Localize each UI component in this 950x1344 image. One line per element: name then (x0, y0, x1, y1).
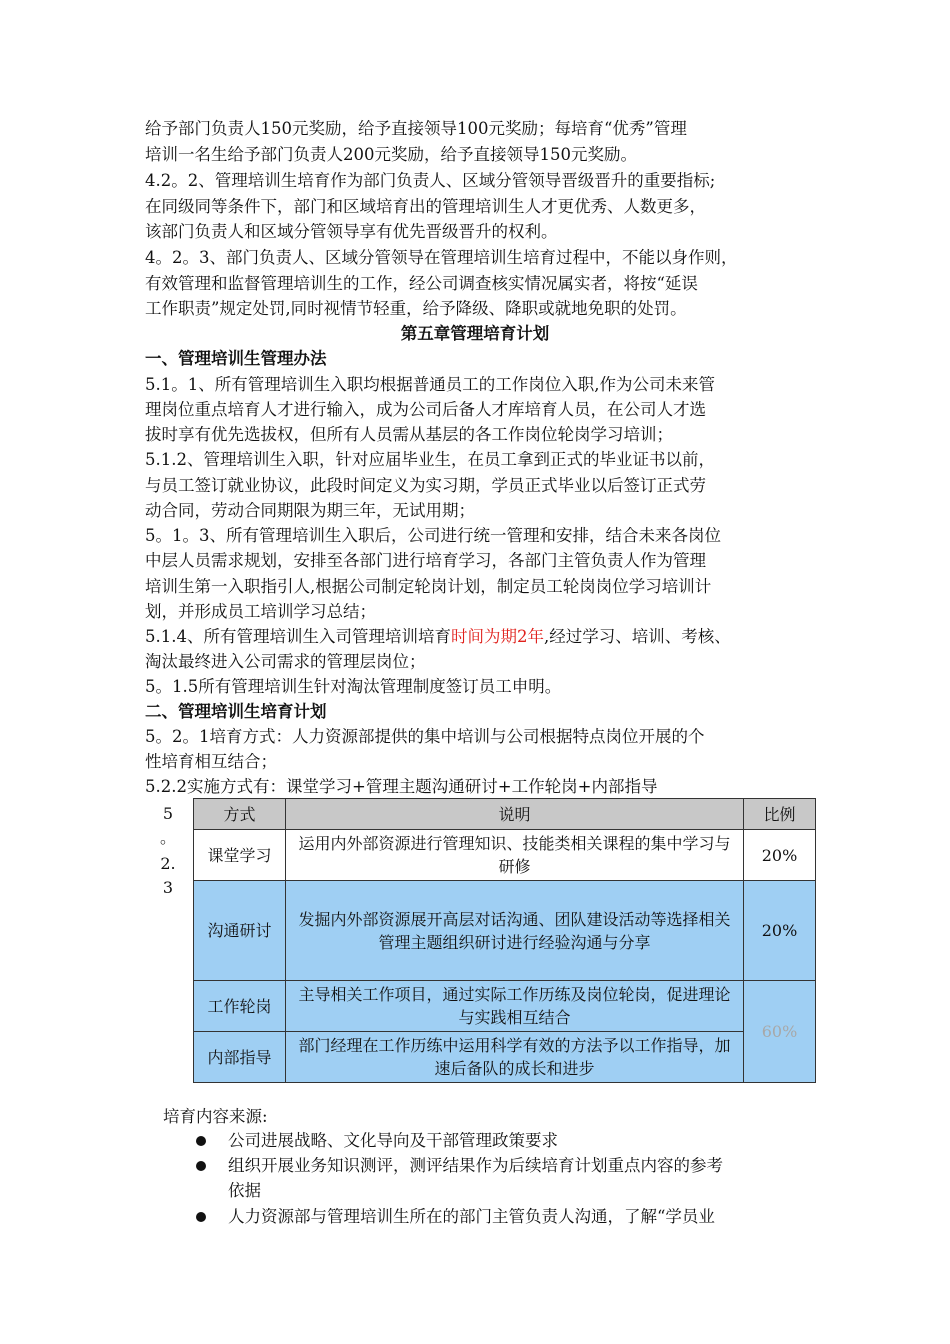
paragraph-line: 淘汰最终进入公司需求的管理层岗位； (145, 652, 426, 671)
list-item: 人力资源部与管理培训生所在的部门主管负责人沟通，了解“学员业 (228, 1207, 715, 1226)
description-cell: 运用内外部资源进行管理知识、技能类相关课程的集中学习与研修 (286, 830, 744, 881)
paragraph-line (145, 625, 731, 649)
paragraph-line: 拔时享有优先选拔权，但所有人员需从基层的各工作岗位轮岗学习培训； (145, 425, 673, 444)
content-source-label: 培育内容来源: (163, 1107, 268, 1126)
text-span: ,经过学习、培训、考核、 (543, 627, 731, 646)
paragraph-line: 工作职责”规定处罚,同时视情节轻重，给予降级、降职或就地免职的处罚。 (145, 299, 687, 318)
text-span: 5.1.4、所有管理培训生入司管理培训培育 (145, 627, 451, 646)
column-header: 说明 (286, 799, 744, 830)
side-number: 3 (162, 878, 174, 897)
paragraph-line: 给予部门负责人150元奖励，给予直接领导100元奖励；每培育“优秀”管理 (145, 119, 687, 138)
paragraph-line: 5。1.5所有管理培训生针对淘汰管理制度签订员工申明。 (145, 677, 562, 696)
paragraph-line: 划，并形成员工培训学习总结； (145, 602, 376, 621)
mode-cell: 课堂学习 (194, 830, 286, 881)
training-plan-table (193, 798, 816, 1083)
description-cell: 部门经理在工作历练中运用科学有效的方法予以工作指导，加速后备队的成长和进步 (286, 1032, 744, 1083)
paragraph-line: 5。1。3、所有管理培训生入职后，公司进行统一管理和安排，结合未来各岗位 (145, 526, 721, 545)
paragraph-line: 在同级同等条件下，部门和区域培育出的管理培训生人才更优秀、人数更多， (145, 197, 706, 216)
table-row (194, 881, 816, 981)
paragraph-line: 该部门负责人和区域分管领导享有优先晋级晋升的权利。 (145, 222, 558, 241)
paragraph-line: 理岗位重点培育人才进行输入，成为公司后备人才库培育人员，在公司人才选 (145, 400, 706, 419)
column-header: 方式 (194, 799, 286, 830)
description-cell: 主导相关工作项目，通过实际工作历练及岗位轮岗，促进理论与实践相互结合 (286, 981, 744, 1032)
section-heading: 一、管理培训生管理办法 (145, 349, 327, 368)
table-row (194, 981, 816, 1032)
ratio-cell: 20% (744, 830, 816, 881)
bullet-icon (196, 1212, 206, 1222)
side-number: 2. (160, 854, 176, 873)
paragraph-line: 5.1.2、管理培训生入职，针对应届毕业生，在员工拿到正式的毕业证书以前， (145, 450, 715, 469)
side-number: 。 (159, 828, 176, 847)
list-item: 公司进展战略、文化导向及干部管理政策要求 (228, 1131, 558, 1150)
paragraph-line: 5。2。1培育方式：人力资源部提供的集中培训与公司根据特点岗位开展的个 (145, 727, 705, 746)
paragraph-line: 性培育相互结合； (145, 752, 277, 771)
paragraph-line: 培训一名生给予部门负责人200元奖励，给予直接领导150元奖励。 (145, 145, 637, 164)
paragraph-line: 5.1。1、所有管理培训生入职均根据普通员工的工作岗位入职,作为公司未来管 (145, 375, 715, 394)
section-heading: 二、管理培训生培育计划 (145, 702, 327, 721)
paragraph-line: 中层人员需求规划，安排至各部门进行培育学习，各部门主管负责人作为管理 (145, 551, 706, 570)
list-item-continuation: 依据 (228, 1181, 261, 1200)
chapter-title: 第五章管理培育计划 (400, 324, 550, 343)
ratio-cell: 20% (744, 881, 816, 981)
description-cell: 发掘内外部资源展开高层对话沟通、团队建设活动等选择相关管理主题组织研讨进行经验沟通与分享 (286, 881, 744, 981)
mode-cell: 内部指导 (194, 1032, 286, 1083)
highlight-text: 时间为期2年 (450, 627, 544, 646)
bullet-icon (196, 1161, 206, 1171)
paragraph-line: 动合同，劳动合同期限为期三年，无试用期； (145, 501, 475, 520)
table-row (194, 830, 816, 881)
paragraph-line: 4.2。2、管理培训生培育作为部门负责人、区域分管领导晋级晋升的重要指标; (145, 171, 716, 190)
paragraph-line: 与员工签订就业协议，此段时间定义为实习期，学员正式毕业以后签订正式劳 (145, 476, 706, 495)
paragraph-line: 培训生第一入职指引人,根据公司制定轮岗计划，制定员工轮岗岗位学习培训计 (145, 577, 712, 596)
mode-cell: 沟通研讨 (194, 881, 286, 981)
bullet-icon (196, 1136, 206, 1146)
side-number: 5 (162, 804, 174, 823)
table-header-row (194, 799, 816, 830)
column-header: 比例 (744, 799, 816, 830)
ratio-cell: 60% (744, 981, 816, 1083)
paragraph-line: 有效管理和监督管理培训生的工作，经公司调查核实情况属实者，将按“延误 (145, 274, 698, 293)
mode-cell: 工作轮岗 (194, 981, 286, 1032)
table-row (194, 1032, 816, 1083)
list-item: 组织开展业务知识测评，测评结果作为后续培育计划重点内容的参考 (228, 1156, 723, 1175)
paragraph-line: 4。2。3、部门负责人、区域分管领导在管理培训生培育过程中，不能以身作则， (145, 248, 738, 267)
paragraph-line: 5.2.2实施方式有：课堂学习+管理主题沟通研讨+工作轮岗+内部指导 (145, 777, 658, 796)
